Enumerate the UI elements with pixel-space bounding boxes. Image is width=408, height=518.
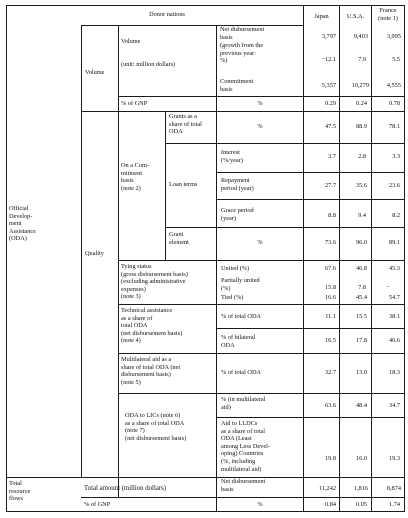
multilateral-japan: 32.7 <box>324 369 336 376</box>
rule-lic-split <box>216 417 405 418</box>
volume-net-france: 3,995 <box>386 33 401 40</box>
oda-label: Official Develop- ment Assistance (ODA) <box>9 205 36 243</box>
partially-untied-japan: 15.8 <box>324 284 336 291</box>
loan-terms-label: Loan terms <box>169 181 198 188</box>
gnp-unit: % <box>257 100 263 107</box>
quality-section-label: Quality <box>85 250 104 257</box>
total-gnp-label: % of GNP <box>84 501 111 508</box>
tech-total-usa: 15.5 <box>355 313 367 320</box>
volume-net-japan: 3,797 <box>321 33 336 40</box>
rule-tech-split <box>216 328 405 329</box>
rule-loan-terms <box>165 227 405 228</box>
lic-label: ODA to LICs (note 6) as a share of total ODA (note 7) (net disbursement basis) <box>125 412 187 442</box>
interest-usa: 2.8 <box>358 153 366 160</box>
lic-multi-france: 34.7 <box>388 402 400 409</box>
table-border-right <box>404 5 405 512</box>
grant-element-unit: % <box>257 239 263 246</box>
table-frame <box>6 5 405 512</box>
header-france: France (note 1) <box>378 7 398 22</box>
grant-element-usa: 96.0 <box>355 239 367 246</box>
tech-bilateral-usa: 17.8 <box>355 337 367 344</box>
tech-bilateral-france: 46.6 <box>388 337 400 344</box>
tech-label: Technical assistance as a share of total ODA (net disbursement basis) (note 4) <box>121 307 183 345</box>
grace-japan: 8.8 <box>328 212 336 219</box>
untied-japan: 67.6 <box>324 265 336 272</box>
partially-untied-france: − <box>386 284 390 291</box>
repayment-label: Repayment period (year) <box>221 177 254 192</box>
rule-repayment <box>216 199 405 200</box>
volume-commitment-usa: 10,279 <box>351 82 369 89</box>
interest-japan: 3.7 <box>328 153 336 160</box>
multilateral-label: Multilateral aid as a share of total ODA (net disbursement basis) (note 5) <box>121 356 181 386</box>
total-gnp-japan: 0.84 <box>324 501 336 508</box>
rule-quality-start <box>81 111 405 112</box>
volume-growth-label: (growth from the previous year: %) <box>220 42 264 65</box>
repayment-usa: 35.6 <box>355 182 367 189</box>
multilateral-usa: 13.0 <box>355 369 367 376</box>
grace-usa: 9.4 <box>358 212 366 219</box>
grants-unit: % <box>257 123 263 130</box>
rule-tech <box>118 353 405 354</box>
grace-france: 8.2 <box>392 212 400 219</box>
rule-commitment-basis <box>118 260 405 261</box>
rule-grants <box>165 143 405 144</box>
tied-france: 54.7 <box>388 294 400 301</box>
commitment-basis-label: On a Com- mitment basis (note 2) <box>121 162 149 192</box>
volume-net-label: Net disbursement basis <box>220 26 265 41</box>
untied-france: 45.3 <box>388 265 400 272</box>
rule-multilateral <box>118 393 405 394</box>
table-border-bottom <box>6 511 405 512</box>
volume-growth-japan: −12.1 <box>321 56 336 63</box>
volume-growth-usa: 7.9 <box>358 56 366 63</box>
repayment-france: 23.6 <box>388 182 400 189</box>
header-donor-nations: Donor nations <box>149 11 185 18</box>
volume-commitment-label: Commitment basis <box>220 78 254 93</box>
grant-element-japan: 73.6 <box>324 239 336 246</box>
total-amount-france: 8,874 <box>386 485 401 492</box>
untied-label: United (%) <box>221 265 250 272</box>
tying-label: Tying status (gross disbursement basis) (excluding administrative expenses) (note 3) <box>121 263 188 301</box>
multilateral-unit: % of total ODA <box>221 369 262 376</box>
rule-total-start <box>6 477 405 478</box>
table-border-left <box>6 5 7 512</box>
tech-total-label: % of total ODA <box>221 313 262 320</box>
total-amount-usa: 1,816 <box>353 485 368 492</box>
interest-label: Interest (%/year) <box>221 149 244 164</box>
grants-japan: 47.5 <box>324 123 336 130</box>
rule-gnp <box>118 96 405 97</box>
total-amount-label: Total amount (million dollars) <box>84 485 167 492</box>
grace-label: Grace period (year) <box>221 207 254 222</box>
interest-france: 3.3 <box>392 153 400 160</box>
tied-japan: 16.6 <box>324 294 336 301</box>
volume-row-label: Volume (unit: million dollars) <box>121 38 176 68</box>
volume-net-usa: 9,403 <box>353 33 368 40</box>
grants-france: 78.1 <box>388 123 400 130</box>
total-amount-basis: Net disbursement basis <box>221 478 266 493</box>
grant-element-label: Grant element <box>169 231 189 246</box>
grants-label: Grants as a share of total ODA <box>169 113 202 136</box>
tech-total-japan: 11.1 <box>325 313 336 320</box>
header-usa: U.S.A. <box>346 13 365 20</box>
rule-interest <box>216 172 405 173</box>
divider-commitment-basis <box>165 111 166 260</box>
table-border-top <box>6 5 405 6</box>
tied-usa: 45.4 <box>355 294 367 301</box>
lldc-usa: 16.0 <box>355 455 367 462</box>
gnp-japan: 0.29 <box>324 100 336 107</box>
lic-multi-label: % (in multilateral aid) <box>221 396 266 411</box>
lic-multi-japan: 63.6 <box>324 402 336 409</box>
lldc-france: 19.3 <box>388 455 400 462</box>
volume-section-label: Volume <box>85 69 105 76</box>
repayment-japan: 27.7 <box>324 182 336 189</box>
tech-bilateral-label: % of bilateral ODA <box>221 334 256 349</box>
gnp-france: 0.78 <box>388 100 400 107</box>
grant-element-france: 89.1 <box>388 239 400 246</box>
total-gnp-unit: % <box>257 501 263 508</box>
gnp-usa: 0.24 <box>355 100 367 107</box>
rule-tying <box>118 304 405 305</box>
tech-total-france: 38.1 <box>388 313 400 320</box>
lic-multi-usa: 48.4 <box>355 402 367 409</box>
lldc-japan: 19.8 <box>324 455 336 462</box>
volume-commitment-france: 4,555 <box>386 82 401 89</box>
total-flows-label: Total resource flows <box>9 480 31 503</box>
multilateral-france: 18.3 <box>388 369 400 376</box>
volume-commitment-japan: 5,357 <box>321 82 336 89</box>
divider-unit-column <box>216 25 217 512</box>
grants-usa: 88.9 <box>355 123 367 130</box>
partially-untied-label: Partially united (%) <box>221 277 260 292</box>
divider-oda-label <box>81 25 82 477</box>
lldc-label: Aid to LLDCs as a share of total ODA (Least among Less Devel- oping) Countries (%, including multilateral aid) <box>221 420 270 473</box>
header-japan: Japan <box>314 13 329 20</box>
untied-usa: 46.8 <box>355 265 367 272</box>
gnp-label: % of GNP <box>121 100 148 107</box>
tech-bilateral-japan: 16.5 <box>324 337 336 344</box>
tied-label: Tied (%) <box>221 294 244 301</box>
volume-growth-france: 5.5 <box>392 56 400 63</box>
partially-untied-usa: 7.8 <box>358 284 366 291</box>
total-amount-japan: 11,242 <box>318 485 336 492</box>
total-gnp-france: 1.74 <box>388 501 400 508</box>
rule-total-gnp <box>81 497 405 498</box>
total-gnp-usa: 0.05 <box>355 501 367 508</box>
